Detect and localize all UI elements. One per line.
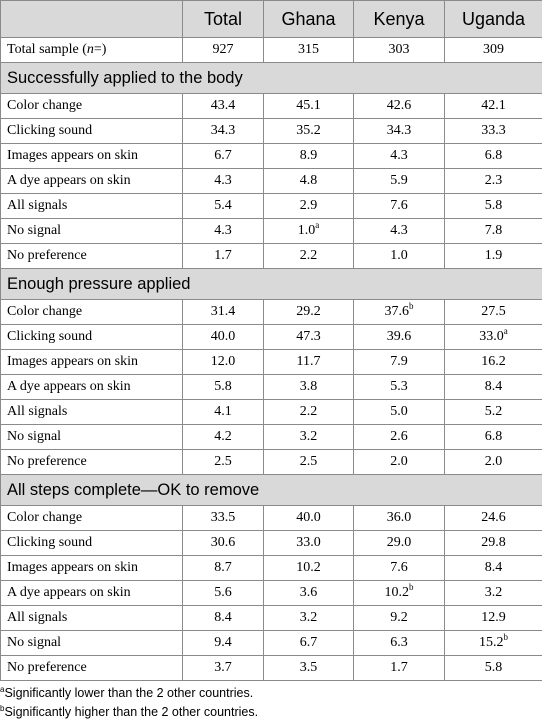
- cell-value: 1.9: [484, 248, 503, 263]
- cell-value: 8.4: [484, 560, 503, 575]
- sample-total: 927: [183, 38, 264, 63]
- cell-value: 6.8: [484, 429, 503, 444]
- cell-value: 5.3: [390, 379, 408, 394]
- cell-value: 5.8: [214, 379, 232, 394]
- cell-ghana: [264, 325, 354, 350]
- cell-value: 45.1: [296, 98, 321, 113]
- row-label: No preference: [1, 244, 183, 269]
- footnote-b-mark: b: [0, 704, 5, 713]
- cell-total: [183, 375, 264, 400]
- cell-total: [183, 144, 264, 169]
- sample-ghana: 315: [264, 38, 354, 63]
- cell-uganda: [445, 400, 542, 425]
- cell-ghana: [264, 244, 354, 269]
- table-row: [1, 656, 542, 681]
- cell-total: [183, 169, 264, 194]
- table-row: [1, 244, 542, 269]
- cell-ghana: [264, 506, 354, 531]
- cell-value: 3.6: [299, 585, 318, 600]
- cell-value: 33.3: [481, 123, 506, 138]
- cell-value: 3.5: [299, 660, 318, 675]
- cell-value: 8.4: [484, 379, 503, 394]
- table-row: [1, 425, 542, 450]
- row-label: A dye appears on skin: [1, 581, 183, 606]
- table-row: [1, 325, 542, 350]
- row-label: All signals: [1, 606, 183, 631]
- cell-value: 8.9: [299, 148, 318, 163]
- cell-ghana: [264, 350, 354, 375]
- cell-value: 33.0: [479, 329, 504, 344]
- cell-ghana: [264, 400, 354, 425]
- cell-value: 1.7: [214, 248, 232, 263]
- row-label: No signal: [1, 631, 183, 656]
- cell-value: 6.3: [390, 635, 408, 650]
- cell-total: [183, 219, 264, 244]
- cell-kenya: [354, 325, 445, 350]
- cell-value: 4.2: [214, 429, 232, 444]
- cell-ghana: [264, 656, 354, 681]
- sample-n: n: [86, 42, 94, 57]
- row-label: All signals: [1, 194, 183, 219]
- table-row: [1, 300, 542, 325]
- cell-kenya: [354, 656, 445, 681]
- cell-uganda: [445, 375, 542, 400]
- sample-label: [1, 38, 183, 63]
- cell-value: 2.5: [299, 454, 318, 469]
- cell-kenya: [354, 556, 445, 581]
- cell-value: 7.6: [390, 198, 408, 213]
- cell-uganda: [445, 350, 542, 375]
- cell-value: 4.3: [390, 148, 408, 163]
- cell-total: [183, 300, 264, 325]
- cell-ghana: [264, 531, 354, 556]
- cell-uganda: [445, 244, 542, 269]
- row-label: Images appears on skin: [1, 556, 183, 581]
- footnote-mark: b: [409, 301, 414, 311]
- table-row: [1, 144, 542, 169]
- cell-value: 12.0: [210, 354, 236, 369]
- cell-total: [183, 400, 264, 425]
- cell-value: 2.0: [484, 454, 503, 469]
- cell-value: 1.0: [297, 223, 316, 238]
- row-label: Clicking sound: [1, 531, 183, 556]
- cell-value: 1.0: [390, 248, 408, 263]
- row-label: Color change: [1, 94, 183, 119]
- cell-value: 2.2: [299, 248, 318, 263]
- cell-uganda: [445, 194, 542, 219]
- footnote-mark: b: [409, 582, 414, 592]
- cell-value: 4.3: [214, 223, 232, 238]
- cell-ghana: [264, 606, 354, 631]
- table-row: [1, 169, 542, 194]
- header-uganda: Uganda: [445, 1, 542, 38]
- sample-kenya: 303: [354, 38, 445, 63]
- section-title: All steps complete—OK to remove: [1, 475, 542, 506]
- cell-total: [183, 631, 264, 656]
- cell-kenya: [354, 244, 445, 269]
- row-label: Color change: [1, 300, 183, 325]
- cell-value: 8.7: [214, 560, 232, 575]
- cell-kenya: [354, 375, 445, 400]
- cell-value: 40.0: [210, 329, 236, 344]
- cell-ghana: [264, 581, 354, 606]
- cell-total: [183, 450, 264, 475]
- cell-kenya: [354, 506, 445, 531]
- header-kenya: Kenya: [354, 1, 445, 38]
- cell-ghana: [264, 219, 354, 244]
- cell-value: 42.6: [386, 98, 412, 113]
- cell-value: 9.2: [390, 610, 408, 625]
- cell-value: 29.2: [296, 304, 321, 319]
- cell-uganda: [445, 144, 542, 169]
- table-row: [1, 94, 542, 119]
- cell-kenya: [354, 219, 445, 244]
- cell-value: 37.6: [384, 304, 409, 319]
- cell-uganda: [445, 631, 542, 656]
- cell-uganda: [445, 506, 542, 531]
- table-row: [1, 531, 542, 556]
- cell-kenya: [354, 119, 445, 144]
- cell-kenya: [354, 425, 445, 450]
- cell-ghana: [264, 94, 354, 119]
- cell-ghana: [264, 300, 354, 325]
- cell-uganda: [445, 94, 542, 119]
- row-label: Color change: [1, 506, 183, 531]
- cell-value: 4.3: [390, 223, 408, 238]
- table-row: [1, 375, 542, 400]
- footnotes: [0, 684, 258, 722]
- cell-value: 2.5: [214, 454, 232, 469]
- cell-value: 34.3: [210, 123, 236, 138]
- footnote-a-text: Significantly lower than the 2 other countries.: [4, 686, 254, 700]
- cell-value: 5.9: [390, 173, 408, 188]
- header-total: Total: [183, 1, 264, 38]
- cell-ghana: [264, 425, 354, 450]
- table-row: [1, 506, 542, 531]
- cell-value: 6.7: [214, 148, 232, 163]
- cell-value: 2.9: [299, 198, 318, 213]
- cell-value: 5.2: [484, 404, 503, 419]
- cell-value: 5.6: [214, 585, 232, 600]
- cell-kenya: [354, 169, 445, 194]
- cell-value: 4.3: [214, 173, 232, 188]
- sample-label-suffix: =): [93, 42, 107, 57]
- cell-value: 3.7: [214, 660, 232, 675]
- cell-uganda: [445, 606, 542, 631]
- cell-kenya: [354, 531, 445, 556]
- cell-value: 7.6: [390, 560, 408, 575]
- table-row: [1, 194, 542, 219]
- cell-uganda: [445, 300, 542, 325]
- footnote-a: [0, 684, 258, 703]
- table-row: [1, 631, 542, 656]
- cell-kenya: [354, 194, 445, 219]
- cell-total: [183, 119, 264, 144]
- cell-total: [183, 425, 264, 450]
- cell-value: 43.4: [210, 98, 236, 113]
- cell-kenya: [354, 144, 445, 169]
- cell-total: [183, 325, 264, 350]
- cell-ghana: [264, 144, 354, 169]
- cell-total: [183, 531, 264, 556]
- cell-value: 40.0: [296, 510, 321, 525]
- row-label: A dye appears on skin: [1, 375, 183, 400]
- footnote-a-mark: a: [0, 685, 5, 694]
- cell-value: 35.2: [296, 123, 321, 138]
- table-row: [1, 606, 542, 631]
- cell-uganda: [445, 531, 542, 556]
- cell-kenya: [354, 400, 445, 425]
- cell-uganda: [445, 556, 542, 581]
- cell-value: 31.4: [210, 304, 236, 319]
- cell-value: 2.3: [484, 173, 503, 188]
- row-label: Images appears on skin: [1, 144, 183, 169]
- cell-value: 42.1: [481, 98, 506, 113]
- row-label: No preference: [1, 450, 183, 475]
- table-row: [1, 581, 542, 606]
- row-label: Clicking sound: [1, 325, 183, 350]
- cell-uganda: [445, 119, 542, 144]
- row-label: Images appears on skin: [1, 350, 183, 375]
- cell-ghana: [264, 375, 354, 400]
- cell-ghana: [264, 119, 354, 144]
- cell-value: 7.9: [390, 354, 408, 369]
- cell-total: [183, 656, 264, 681]
- cell-total: [183, 606, 264, 631]
- footnote-mark: b: [503, 632, 508, 642]
- footnote-mark: a: [503, 326, 508, 336]
- table-row: [1, 556, 542, 581]
- cell-value: 4.1: [214, 404, 232, 419]
- cell-value: 6.7: [299, 635, 318, 650]
- cell-uganda: [445, 581, 542, 606]
- row-label: No preference: [1, 656, 183, 681]
- table-row: [1, 400, 542, 425]
- cell-ghana: [264, 450, 354, 475]
- footnote-mark: a: [315, 220, 320, 230]
- cell-ghana: [264, 556, 354, 581]
- cell-uganda: [445, 169, 542, 194]
- cell-uganda: [445, 450, 542, 475]
- cell-ghana: [264, 169, 354, 194]
- table-row: [1, 219, 542, 244]
- table-body: [1, 38, 542, 681]
- cell-kenya: [354, 581, 445, 606]
- cell-value: 3.8: [299, 379, 318, 394]
- sample-row: [1, 38, 542, 63]
- row-label: A dye appears on skin: [1, 169, 183, 194]
- section-header-row: [1, 269, 542, 300]
- cell-value: 12.9: [481, 610, 506, 625]
- cell-total: [183, 194, 264, 219]
- cell-value: 33.5: [210, 510, 236, 525]
- table-row: [1, 119, 542, 144]
- cell-total: [183, 506, 264, 531]
- cell-value: 5.8: [484, 660, 503, 675]
- cell-kenya: [354, 606, 445, 631]
- cell-value: 5.8: [484, 198, 503, 213]
- cell-value: 34.3: [386, 123, 412, 138]
- cell-value: 1.7: [390, 660, 408, 675]
- table-row: [1, 450, 542, 475]
- section-title: Enough pressure applied: [1, 269, 542, 300]
- section-header-row: [1, 63, 542, 94]
- sample-label-text: Total sample (: [7, 42, 87, 57]
- cell-kenya: [354, 300, 445, 325]
- footnote-b: [0, 703, 258, 722]
- cell-total: [183, 350, 264, 375]
- cell-total: [183, 244, 264, 269]
- cell-kenya: [354, 350, 445, 375]
- header-corner: [1, 1, 183, 38]
- cell-uganda: [445, 325, 542, 350]
- cell-value: 24.6: [481, 510, 506, 525]
- cell-uganda: [445, 425, 542, 450]
- cell-uganda: [445, 656, 542, 681]
- cell-value: 3.2: [484, 585, 503, 600]
- cell-value: 16.2: [481, 354, 506, 369]
- cell-total: [183, 556, 264, 581]
- row-label: No signal: [1, 219, 183, 244]
- row-label: No signal: [1, 425, 183, 450]
- cell-value: 47.3: [296, 329, 321, 344]
- cell-value: 3.2: [299, 429, 318, 444]
- cell-value: 8.4: [214, 610, 232, 625]
- cell-uganda: [445, 219, 542, 244]
- row-label: All signals: [1, 400, 183, 425]
- cell-value: 29.8: [481, 535, 506, 550]
- cell-total: [183, 581, 264, 606]
- cell-value: 33.0: [296, 535, 321, 550]
- cell-value: 30.6: [210, 535, 236, 550]
- cell-kenya: [354, 94, 445, 119]
- cell-value: 7.8: [484, 223, 503, 238]
- header-ghana: Ghana: [264, 1, 354, 38]
- cell-value: 10.2: [296, 560, 321, 575]
- header-row: [1, 1, 542, 38]
- row-label: Clicking sound: [1, 119, 183, 144]
- cell-ghana: [264, 194, 354, 219]
- cell-value: 5.0: [390, 404, 408, 419]
- cell-value: 36.0: [386, 510, 412, 525]
- cell-ghana: [264, 631, 354, 656]
- cell-total: [183, 94, 264, 119]
- cell-value: 3.2: [299, 610, 318, 625]
- cell-value: 4.8: [299, 173, 318, 188]
- cell-value: 6.8: [484, 148, 503, 163]
- cell-value: 29.0: [386, 535, 412, 550]
- cell-kenya: [354, 631, 445, 656]
- cell-kenya: [354, 450, 445, 475]
- section-header-row: [1, 475, 542, 506]
- cell-value: 2.2: [299, 404, 318, 419]
- table-row: [1, 350, 542, 375]
- cell-value: 11.7: [296, 354, 321, 369]
- cell-value: 2.6: [390, 429, 408, 444]
- cell-value: 9.4: [214, 635, 232, 650]
- section-title: Successfully applied to the body: [1, 63, 542, 94]
- cell-value: 5.4: [214, 198, 232, 213]
- cell-value: 39.6: [386, 329, 412, 344]
- cell-value: 10.2: [384, 585, 409, 600]
- cell-value: 2.0: [390, 454, 408, 469]
- cell-value: 15.2: [479, 635, 504, 650]
- footnote-b-text: Significantly higher than the 2 other countries.: [4, 705, 259, 719]
- sample-uganda: 309: [445, 38, 542, 63]
- cell-value: 27.5: [481, 304, 506, 319]
